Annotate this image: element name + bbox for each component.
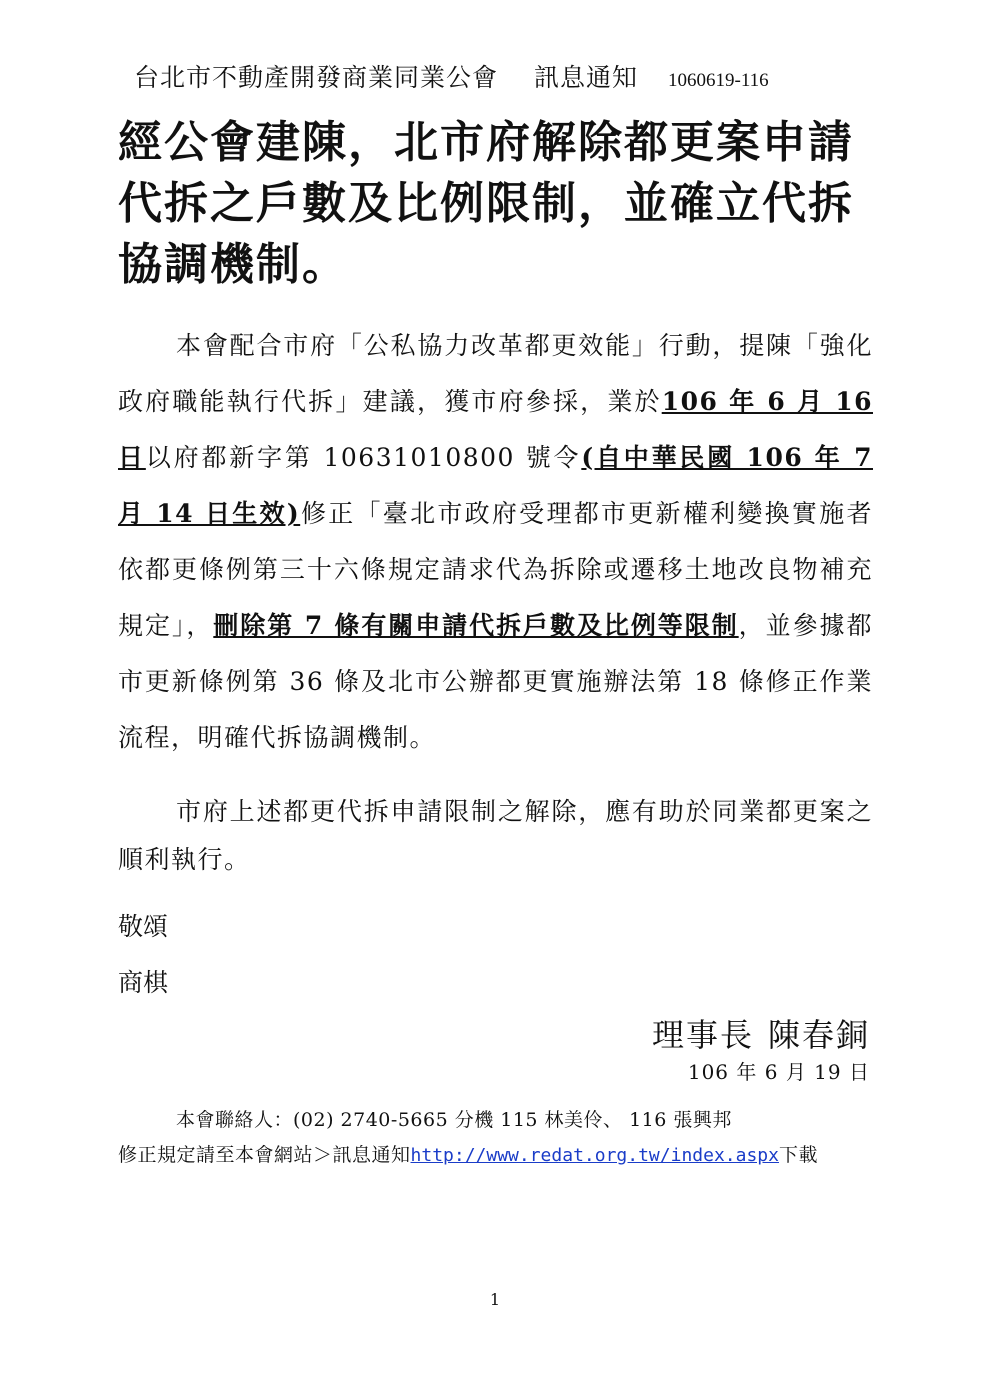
signature [652,1010,870,1056]
announcement-date: 106 年 6 月 16 日 [118,387,873,472]
notice-title [118,112,878,295]
removed-restriction: 刪除第 7 條有關申請代拆戶數及比例等限制 [213,611,739,640]
notice-code: 1060619-116 [668,70,769,91]
closing-line-2: 商棋 [118,968,169,997]
closing-line-1: 敬頌 [118,912,169,941]
download-note [118,1140,818,1167]
paragraph-1-intro: 本會配合市府「公私協力改革都更效能」行動，提陳「強化政府職能執行代拆」建議，獲市府參採，業於 [118,331,873,416]
paragraph-1 [118,318,873,766]
download-suffix: 下載 [778,1144,818,1166]
order-number-text: 以府都新字第 10631010800 號令 [145,443,582,472]
amended-regulation-text: 修正「臺北市政府受理都市更新權利變換實施者依都更條例第三十六條規定請求代為拆除或遷移土地改良物補充規定」， [118,499,873,640]
page-number: 1 [489,1290,501,1309]
title-line-1: 經公會建陳，北市府解除都更案申請 [118,117,854,168]
signature-name: 陳春銅 [767,1016,870,1054]
title-line-3: 協調機制。 [118,239,348,290]
notice-body [118,318,873,884]
paragraph-2: 市府上述都更代拆申請限制之解除，應有助於同業都更案之順利執行。 [118,797,873,874]
notice-type: 訊息通知 [534,63,639,92]
contact-info: 本會聯絡人：(02) 2740-5665 分機 115 林美伶、 116 張興邦 [176,1109,732,1131]
signature-date: 106 年 6 月 19 日 [687,1060,870,1084]
website-link[interactable]: http://www.redat.org.tw/index.aspx [410,1145,779,1166]
letterhead [134,58,914,94]
download-prefix: 修正規定請至本會網站＞訊息通知 [118,1144,411,1166]
effective-date: (自中華民國 106 年 7 月 14 日生效) [118,443,873,528]
signature-role: 理事長 [651,1016,754,1054]
paragraph-1-ending: ，並參據都市更新條例第 36 條及北市公辦都更實施辦法第 18 條修正作業流程，明確代拆協調機制。 [118,611,873,752]
organization-name: 台北市不動產開發商業同業公會 [134,63,499,92]
title-line-2: 代拆之戶數及比例限制，並確立代拆 [118,178,854,229]
